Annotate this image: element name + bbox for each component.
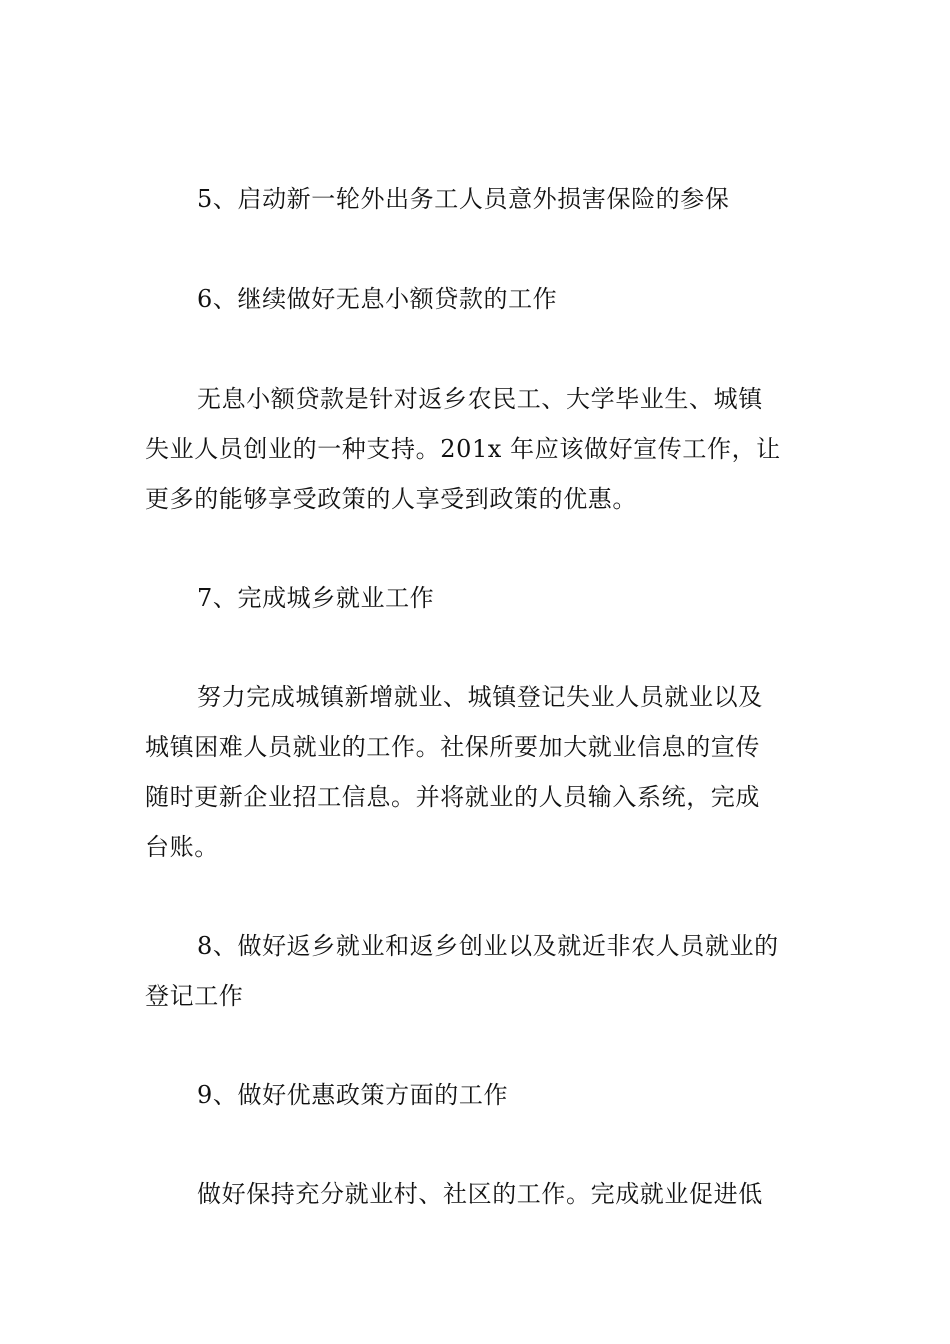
paragraph-line: 城镇困难人员就业的工作。社保所要加大就业信息的宣传 bbox=[145, 733, 760, 761]
paragraph-line: 9、做好优惠政策方面的工作 bbox=[197, 1081, 509, 1109]
paragraph-line: 无息小额贷款是针对返乡农民工、大学毕业生、城镇 bbox=[197, 385, 763, 413]
paragraph-item-9 bbox=[145, 1070, 810, 1120]
paragraph-item-8 bbox=[145, 921, 810, 1021]
paragraph-line: 台账。 bbox=[145, 833, 219, 861]
paragraph-line: 随时更新企业招工信息。并将就业的人员输入系统，完成 bbox=[145, 783, 760, 811]
paragraph-employment-description bbox=[145, 672, 810, 872]
paragraph-line: 失业人员创业的一种支持。201x 年应该做好宣传工作，让 bbox=[145, 435, 781, 463]
paragraph-loan-description bbox=[145, 374, 810, 524]
paragraph-line: 登记工作 bbox=[145, 982, 244, 1010]
paragraph-line: 努力完成城镇新增就业、城镇登记失业人员就业以及 bbox=[197, 683, 763, 711]
paragraph-line: 5、启动新一轮外出务工人员意外损害保险的参保 bbox=[197, 185, 730, 213]
paragraph-line: 8、做好返乡就业和返乡创业以及就近非农人员就业的 bbox=[197, 932, 779, 960]
paragraph-policy-description bbox=[145, 1169, 810, 1219]
paragraph-item-6 bbox=[145, 274, 810, 324]
paragraph-item-7 bbox=[145, 573, 810, 623]
paragraph-item-5 bbox=[145, 174, 810, 224]
paragraph-line: 做好保持充分就业村、社区的工作。完成就业促进低 bbox=[197, 1180, 763, 1208]
paragraph-line: 6、继续做好无息小额贷款的工作 bbox=[197, 285, 558, 313]
paragraph-line: 更多的能够享受政策的人享受到政策的优惠。 bbox=[145, 485, 637, 513]
paragraph-line: 7、完成城乡就业工作 bbox=[197, 584, 435, 612]
